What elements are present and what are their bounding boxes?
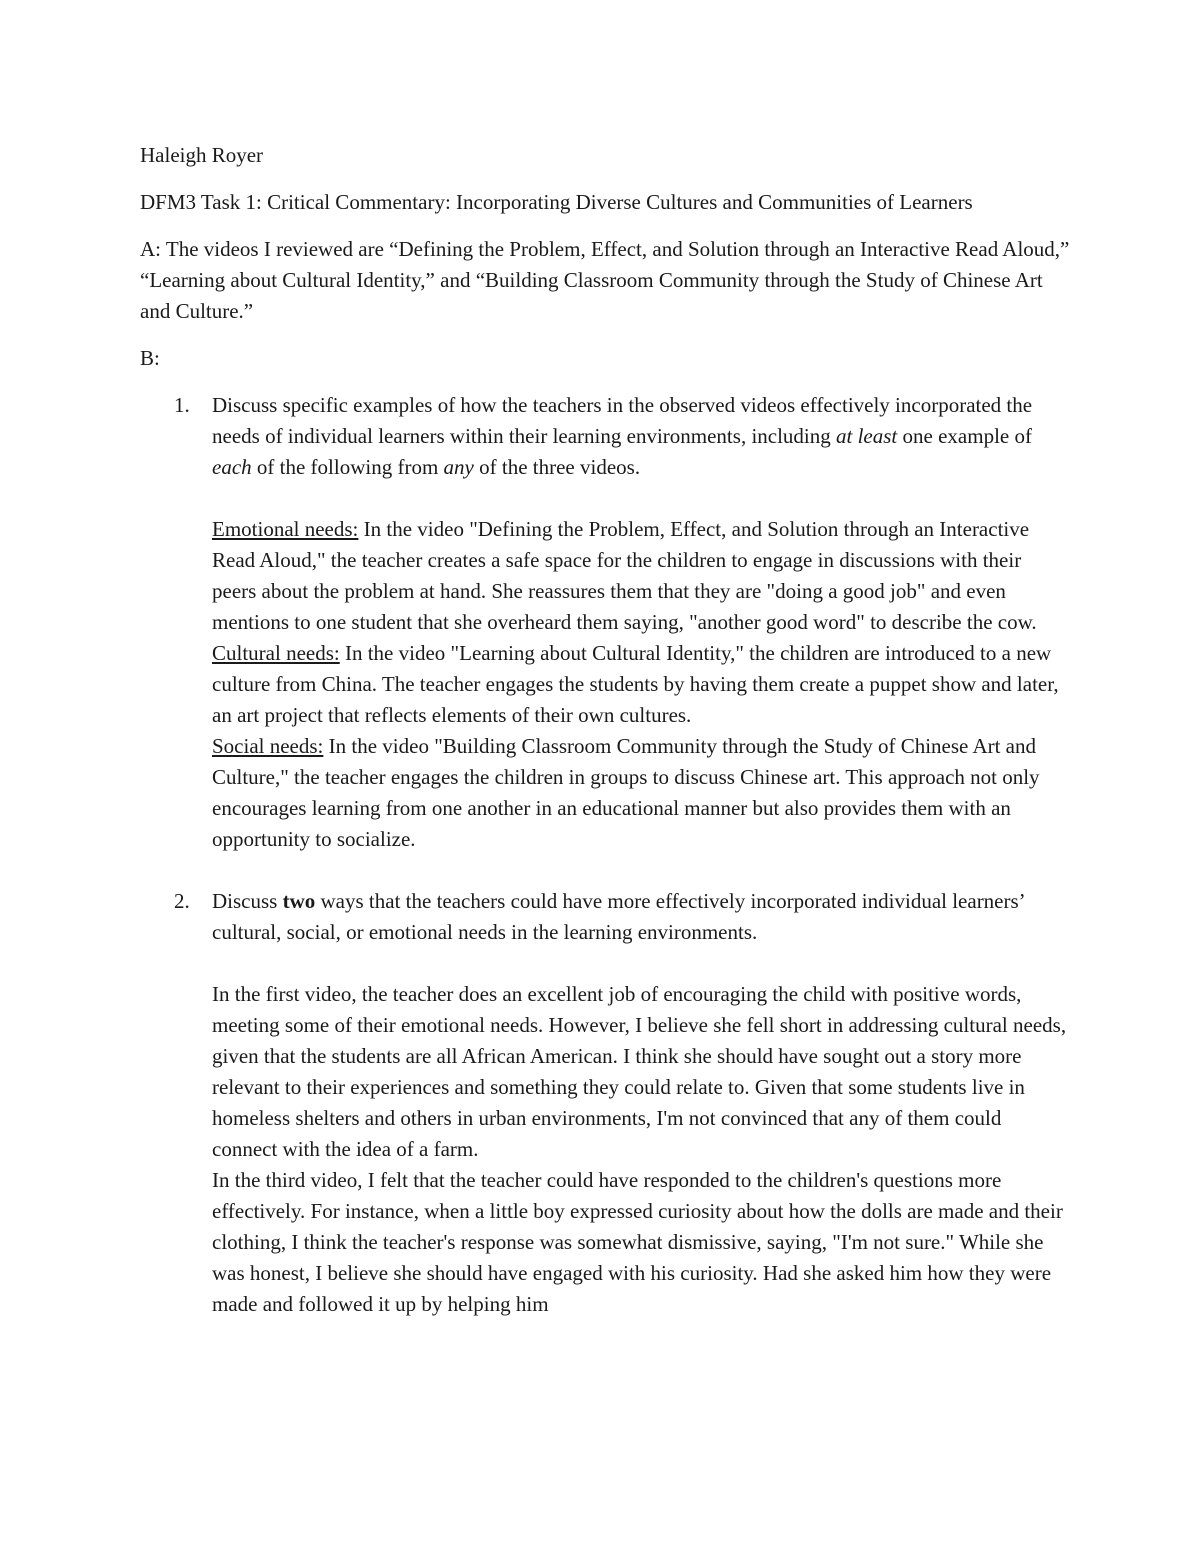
prompt-emphasis: each: [212, 455, 252, 479]
prompt-text: Discuss: [212, 889, 283, 913]
item-1-prompt: [212, 390, 1070, 483]
prompt-text: of the three videos.: [473, 455, 641, 479]
spacer: [212, 948, 1070, 979]
prompt-bold: two: [282, 889, 316, 913]
list-number-1: 1.: [174, 393, 190, 417]
document-body: [140, 140, 1070, 1320]
social-needs-paragraph: [212, 731, 1070, 855]
emotional-needs-paragraph: [212, 514, 1070, 638]
document-title: DFM3 Task 1: Critical Commentary: Incorporating Diverse Cultures and Communities of Learners: [140, 190, 973, 214]
prompt-emphasis: at least: [836, 424, 898, 448]
cultural-needs-text: In the video "Learning about Cultural Identity," the children are introduced to a new culture from China. The teacher engages the students by having them create a puppet show and later, an art project that reflects elements of their own cultures.: [212, 641, 1059, 727]
item-2-prompt: [212, 886, 1070, 948]
list-item-2: [140, 886, 1070, 1320]
prompt-emphasis: any: [443, 455, 474, 479]
answer-paragraph-1: In the first video, the teacher does an excellent job of encouraging the child with positive words, meeting some of their emotional needs. However, I believe she fell short in addressing cultural needs, given that the students are all African American. I think she should have sought out a story more relevant to their experiences and something they could relate to. Given that some students live in homeless shelters and others in urban environments, I'm not convinced that any of them could connect with the idea of a farm.: [212, 982, 1067, 1161]
answer-paragraph-2: In the third video, I felt that the teacher could have responded to the children's questions more effectively. For instance, when a little boy expressed curiosity about how the dolls are made and their clothing, I think the teacher's response was somewhat dismissive, saying, "I'm not sure." While she was honest, I believe she should have engaged with his curiosity. Had she asked him how they were made and followed it up by helping him: [212, 1168, 1063, 1316]
list-item-1: [140, 390, 1070, 855]
section-a-paragraph: A: The videos I reviewed are “Defining the Problem, Effect, and Solution through an Interactive Read Aloud,” “Learning about Cultural Identity,” and “Building Classroom Community through the Study of Chinese Art and Culture.”: [140, 237, 1070, 323]
prompt-text: one example of: [897, 424, 1032, 448]
spacer: [140, 855, 1070, 886]
emotional-needs-text: In the video "Defining the Problem, Effect, and Solution through an Interactive Read Aloud," the teacher creates a safe space for the children to engage in discussions with their peers about the problem at hand. She reassures them that they are "doing a good job" and even mentions to one student that she overheard them saying, "another good word" to describe the cow.: [212, 517, 1037, 634]
prompt-text: ways that the teachers could have more effectively incorporated individual learners’ cultural, social, or emotional needs in the learning environments.: [212, 889, 1025, 944]
prompt-text: of the following from: [251, 455, 444, 479]
author-name: Haleigh Royer: [140, 143, 264, 167]
spacer: [212, 483, 1070, 514]
cultural-needs-paragraph: [212, 638, 1070, 731]
emotional-needs-label: Emotional needs:: [212, 517, 359, 541]
social-needs-label: Social needs:: [212, 734, 324, 758]
prompt-text: Discuss specific examples of how the teachers in the observed videos effectively incorporated the needs of individual learners within their learning environments, including: [212, 393, 1033, 448]
list-number-2: 2.: [174, 889, 190, 913]
social-needs-text: In the video "Building Classroom Community through the Study of Chinese Art and Culture," the teacher engages the children in groups to discuss Chinese art. This approach not only encourages learning from one another in an educational manner but also provides them with an opportunity to socialize.: [212, 734, 1040, 851]
section-b-label: B:: [140, 346, 160, 370]
cultural-needs-label: Cultural needs:: [212, 641, 340, 665]
